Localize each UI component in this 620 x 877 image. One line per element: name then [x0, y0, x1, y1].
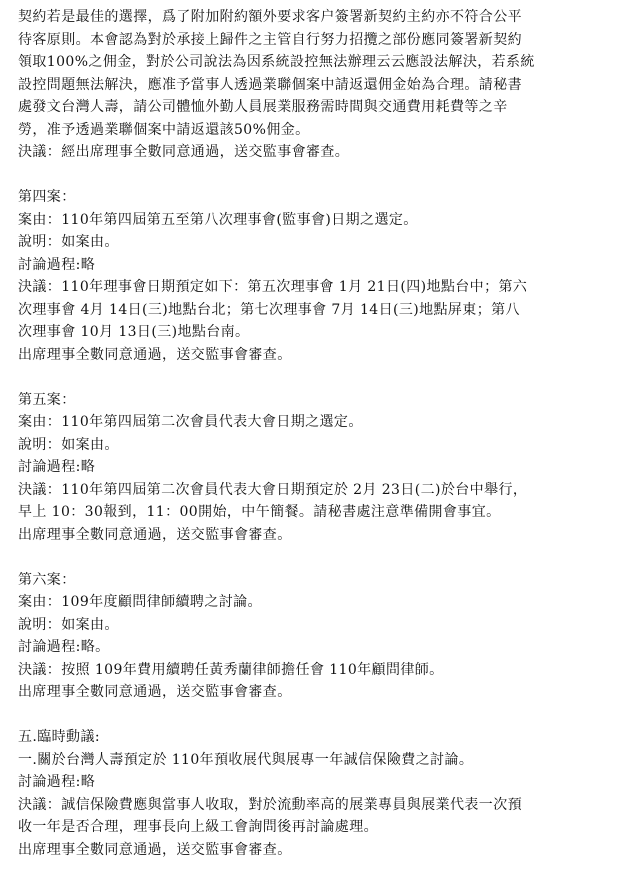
case-resolution-line: 決議：110年理事會日期預定如下：第五次理事會 1月 21日(四)地點台中；第六: [18, 279, 528, 295]
case-explanation: 說明：如案由。: [18, 616, 119, 633]
intro-section: [18, 6, 608, 164]
case-closing: 出席理事全數同意通過，送交監事會審查。: [18, 526, 292, 543]
intro-line: 契約若是最佳的選擇，爲了附加附約額外要求客户簽署新契約主約亦不符合公平: [18, 9, 522, 25]
intro-line: 處發文台灣人壽，請公司體恤外勤人員展業服務需時間與交通費用耗費等之辛: [18, 99, 508, 115]
motion-discussion: 討論過程:略: [18, 774, 96, 790]
spacer: [18, 366, 608, 389]
case-title: 第四案：: [18, 189, 76, 205]
case-reason: 案由：109年度顧問律師續聘之討論。: [18, 594, 262, 610]
case-title: 第五案：: [18, 391, 76, 408]
motion-item: 一.關於台灣人壽預定於 110年預收展代與展專一年誠信保險費之討論。: [18, 751, 474, 768]
case-explanation: 說明：如案由。: [18, 234, 119, 250]
case-resolution-line: 決議：110年第四屆第二次會員代表大會日期預定於 2月 23日(二)於台中舉行，: [18, 481, 528, 498]
case-discussion: 討論過程:略: [18, 459, 96, 475]
document-page: [18, 6, 608, 861]
case-resolution-line: 早上 10：30報到，11：00開始，中午簡餐。請秘書處注意準備開會事宜。: [18, 504, 501, 520]
spacer: [18, 546, 608, 569]
spacer: [18, 164, 608, 187]
case-discussion: 討論過程:略: [18, 256, 96, 273]
case-resolution-line: 次理事會 10月 13日(三)地點台南。: [18, 324, 250, 340]
motion-resolution-line: 收一年是否合理，理事長向上級工會詢問後再討論處理。: [18, 819, 378, 835]
intro-resolution: 決議：經出席理事全數同意通過，送交監事會審查。: [18, 144, 350, 160]
case-resolution-line: 次理事會 4月 14日(三)地點台北；第七次理事會 7月 14日(三)地點屏東；第八: [18, 301, 520, 318]
case-reason: 案由：110年第四屆第二次會員代表大會日期之選定。: [18, 414, 363, 430]
section-heading: 五.臨時動議:: [18, 729, 100, 745]
intro-line: 領取100%之佣金，對於公司說法為因系統設控無法辦理云云應設法解決，若系統: [18, 54, 535, 70]
motions-section: [18, 726, 608, 861]
intro-line: 待客原則。本會認為對於承接上歸件之主管自行努力招攬之部份應同簽署新契約: [18, 31, 522, 48]
motion-closing: 出席理事全數同意通過，送交監事會審查。: [18, 841, 292, 858]
spacer: [18, 704, 608, 727]
case-reason: 案由：110年第四屆第五至第八次理事會(監事會)日期之選定。: [18, 211, 418, 228]
case-5-section: [18, 389, 608, 547]
case-explanation: 說明：如案由。: [18, 436, 119, 453]
intro-line: 勞，准予透過業聯個案中請返還該50%佣金。: [18, 121, 310, 138]
motion-resolution-line: 決議：誠信保險費應與當事人收取，對於流動率高的展業專員與展業代表一次預: [18, 796, 522, 813]
case-closing: 出席理事全數同意通過，送交監事會審查。: [18, 684, 292, 700]
case-resolution: 決議：按照 109年費用續聘任黃秀蘭律師擔任會 110年顧問律師。: [18, 661, 444, 678]
case-closing: 出席理事全數同意通過，送交監事會審查。: [18, 346, 292, 363]
case-title: 第六案：: [18, 571, 76, 588]
case-4-section: [18, 186, 608, 366]
case-discussion: 討論過程:略。: [18, 639, 110, 655]
case-6-section: [18, 569, 608, 704]
intro-line: 設控問題無法解決，應准予當事人透過業聯個案中請返還佣金始為合理。請秘書: [18, 76, 522, 93]
